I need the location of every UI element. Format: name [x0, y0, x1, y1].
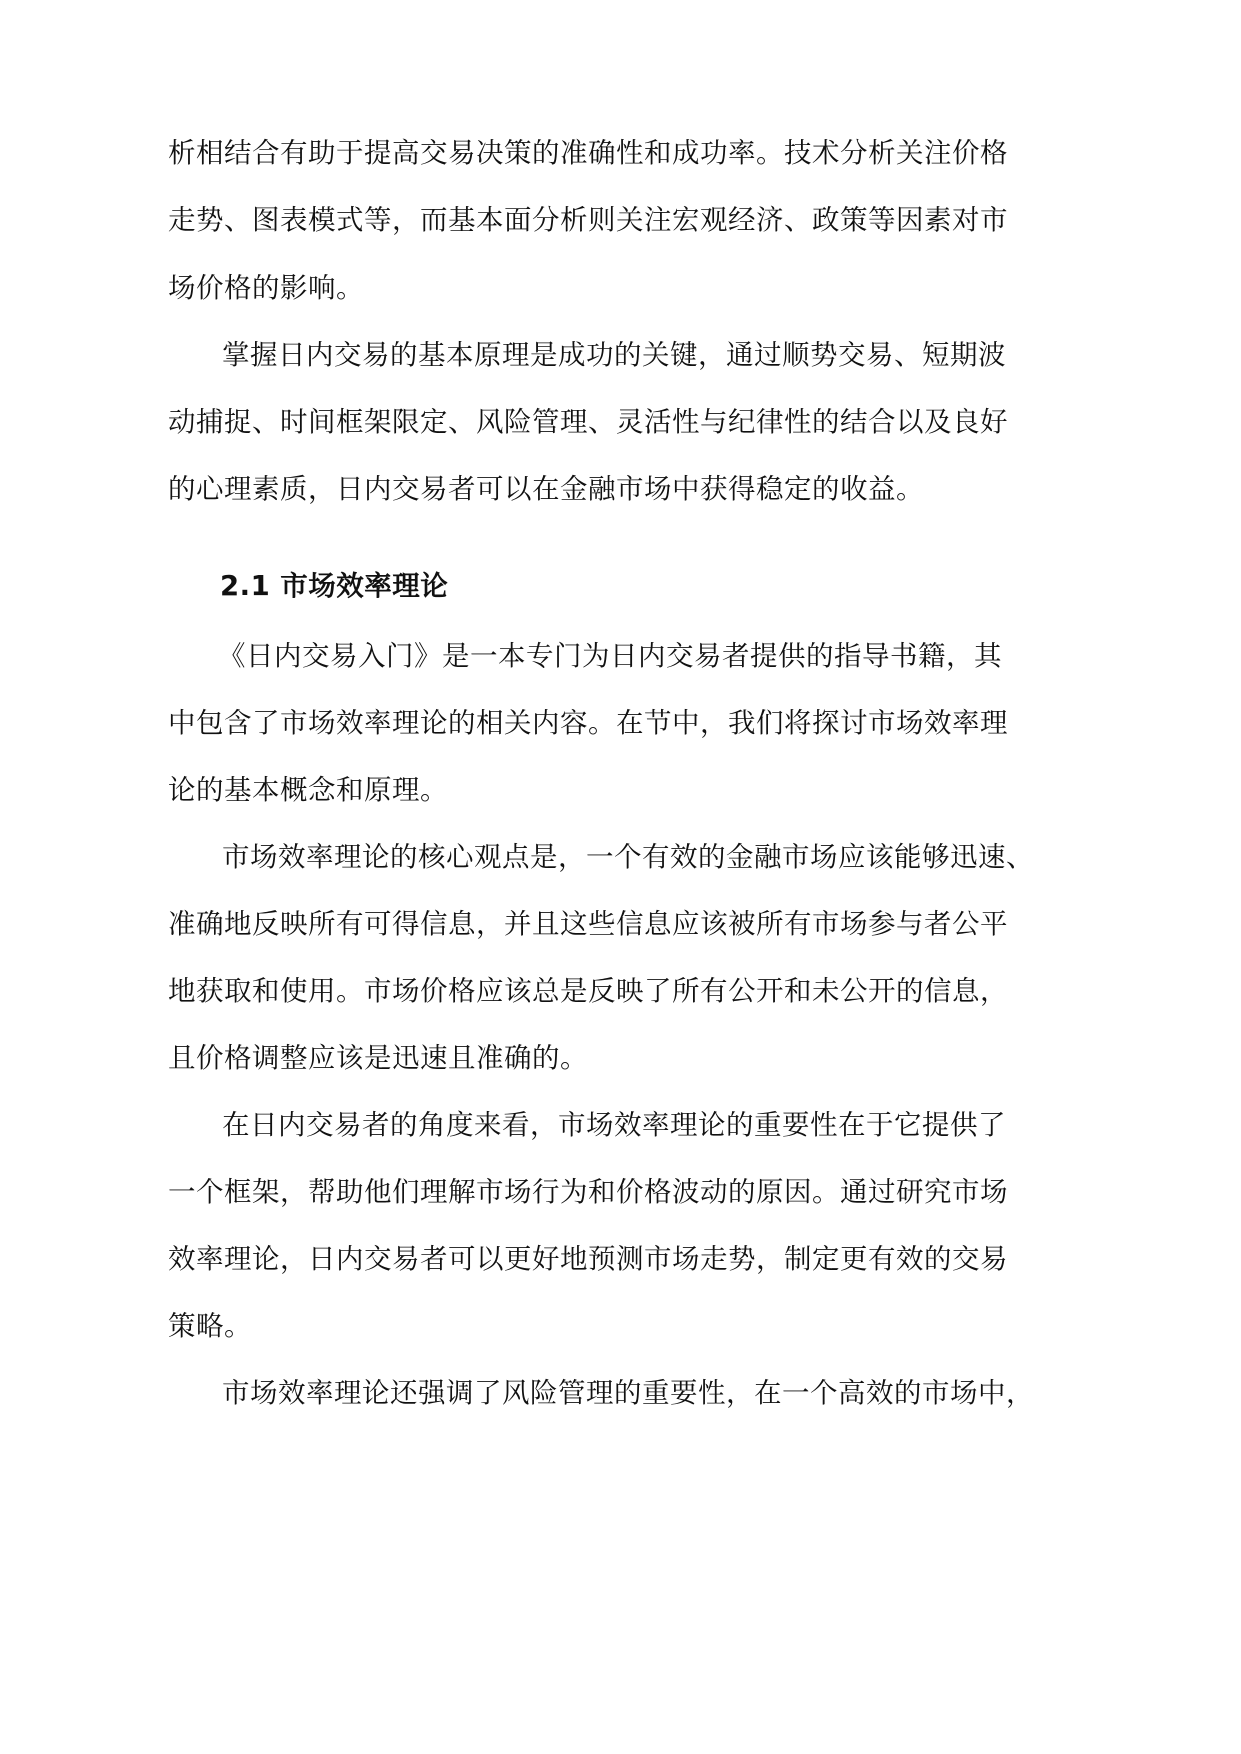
paragraph-line: 的心理素质，日内交易者可以在金融市场中获得稳定的收益。	[168, 473, 924, 505]
paragraph-line: 市场效率理论的核心观点是，一个有效的金融市场应该能够迅速、	[222, 841, 1034, 873]
paragraph-line: 效率理论，日内交易者可以更好地预测市场走势，制定更有效的交易	[168, 1243, 1008, 1275]
paragraph-line: 且价格调整应该是迅速且准确的。	[168, 1042, 588, 1074]
paragraph-line: 在日内交易者的角度来看，市场效率理论的重要性在于它提供了	[222, 1109, 1006, 1141]
paragraph-line: 掌握日内交易的基本原理是成功的关键，通过顺势交易、短期波	[222, 339, 1006, 371]
paragraph-line: 析相结合有助于提高交易决策的准确性和成功率。技术分析关注价格	[168, 137, 1008, 169]
paragraph-line: 市场效率理论还强调了风险管理的重要性，在一个高效的市场中，	[222, 1377, 1034, 1409]
paragraph-line: 一个框架，帮助他们理解市场行为和价格波动的原因。通过研究市场	[168, 1176, 1008, 1208]
paragraph-line: 地获取和使用。市场价格应该总是反映了所有公开和未公开的信息，	[168, 975, 1008, 1007]
paragraph-line: 走势、图表模式等，而基本面分析则关注宏观经济、政策等因素对市	[168, 204, 1008, 236]
paragraph-line: 准确地反映所有可得信息，并且这些信息应该被所有市场参与者公平	[168, 908, 1008, 940]
paragraph-line: 《日内交易入门》是一本专门为日内交易者提供的指导书籍，其	[218, 640, 1002, 672]
paragraph-line: 场价格的影响。	[168, 272, 364, 304]
paragraph-line: 动捕捉、时间框架限定、风险管理、灵活性与纪律性的结合以及良好	[168, 406, 1008, 438]
section-heading: 2.1 市场效率理论	[220, 570, 449, 602]
paragraph-line: 中包含了市场效率理论的相关内容。在节中，我们将探讨市场效率理	[168, 707, 1008, 739]
paragraph-line: 论的基本概念和原理。	[168, 774, 448, 806]
paragraph-line: 策略。	[168, 1310, 252, 1342]
